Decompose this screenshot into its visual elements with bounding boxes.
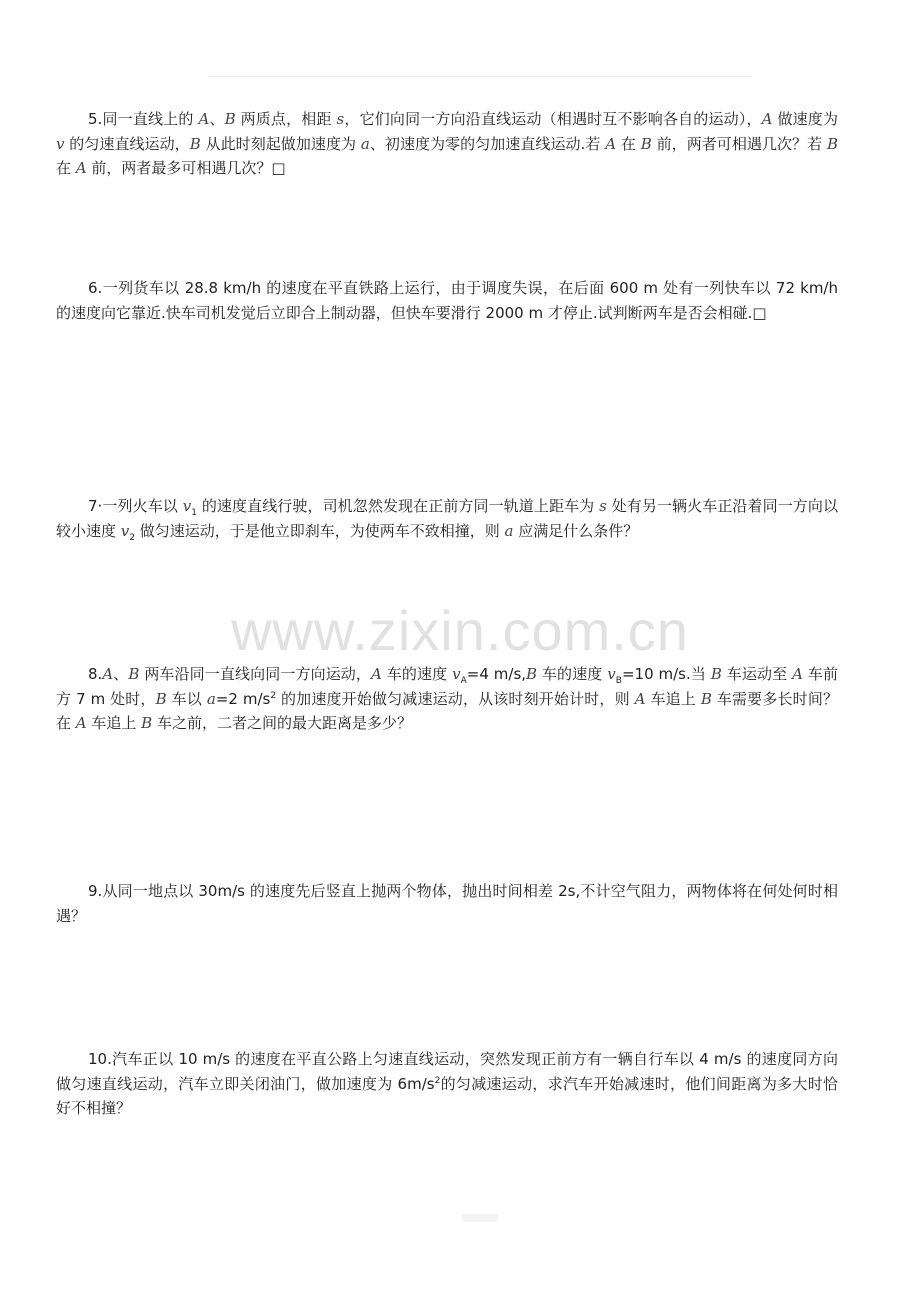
problem-6: 6.一列货车以 28.8 km/h 的速度在平直铁路上运行，由于调度失误，在后面 600 m 处有一列快车以 72 km/h 的速度向它靠近.快车司机发觉后立即合上制动器，但快车要滑行 2000 m 才停止.试判断两车是否会相碰.□	[56, 279, 838, 322]
problem-5: 5.同一直线上的 A、B 两质点，相距 s，它们向同一方向沿直线运动（相遇时互不影响各自的运动），A 做速度为 v 的匀速直线运动，B 从此时刻起做加速度为 a、初速度为零的匀加速直线运动.若 A 在 B 前，两者可相遇几次？若 B 在 A 前，两者最多可相遇几次？□	[56, 110, 838, 177]
problem-10: 10.汽车正以 10 m/s 的速度在平直公路上匀速直线运动，突然发现正前方有一辆自行车以 4 m/s 的速度同方向做匀速直线运动，汽车立即关闭油门，做加速度为 $6m/s^2$的匀减速运动，求汽车开始减速时，他们间距离为多大时恰好不相撞？	[56, 1050, 839, 1117]
header-rule	[208, 76, 752, 77]
footer-mark	[462, 1214, 498, 1222]
problem-7: 7·一列火车以 $v_1$ 的速度直线行驶，司机忽然发现在正前方同一轨道上距车为 s 处有另一辆火车正沿着同一方向以较小速度 $v_2$ 做匀速运动，于是他立即刹车，为使两车不致相撞，则 a 应满足什么条件？	[56, 497, 838, 543]
problem-8: 8.A、B 两车沿同一直线向同一方向运动，A 车的速度 $v_A=4$ m/s,B 车的速度 $v_B=10$ m/s.当 B 车运动至 A 车前方 7 m 处时，B 车以 a=2 $m/s^2$ 的加速度开始做匀减速运动，从该时刻开始计时，则 A 车追上 B 车需要多长时间？在 A 车追上 B 车之前，二者之间的最大距离是多少？	[56, 665, 838, 732]
problem-9: 9.从同一地点以 30m/s 的速度先后竖直上抛两个物体，抛出时间相差 2s,不计空气阻力，两物体将在何处何时相遇？	[56, 882, 838, 925]
watermark: www.zixin.com.cn	[231, 599, 689, 662]
